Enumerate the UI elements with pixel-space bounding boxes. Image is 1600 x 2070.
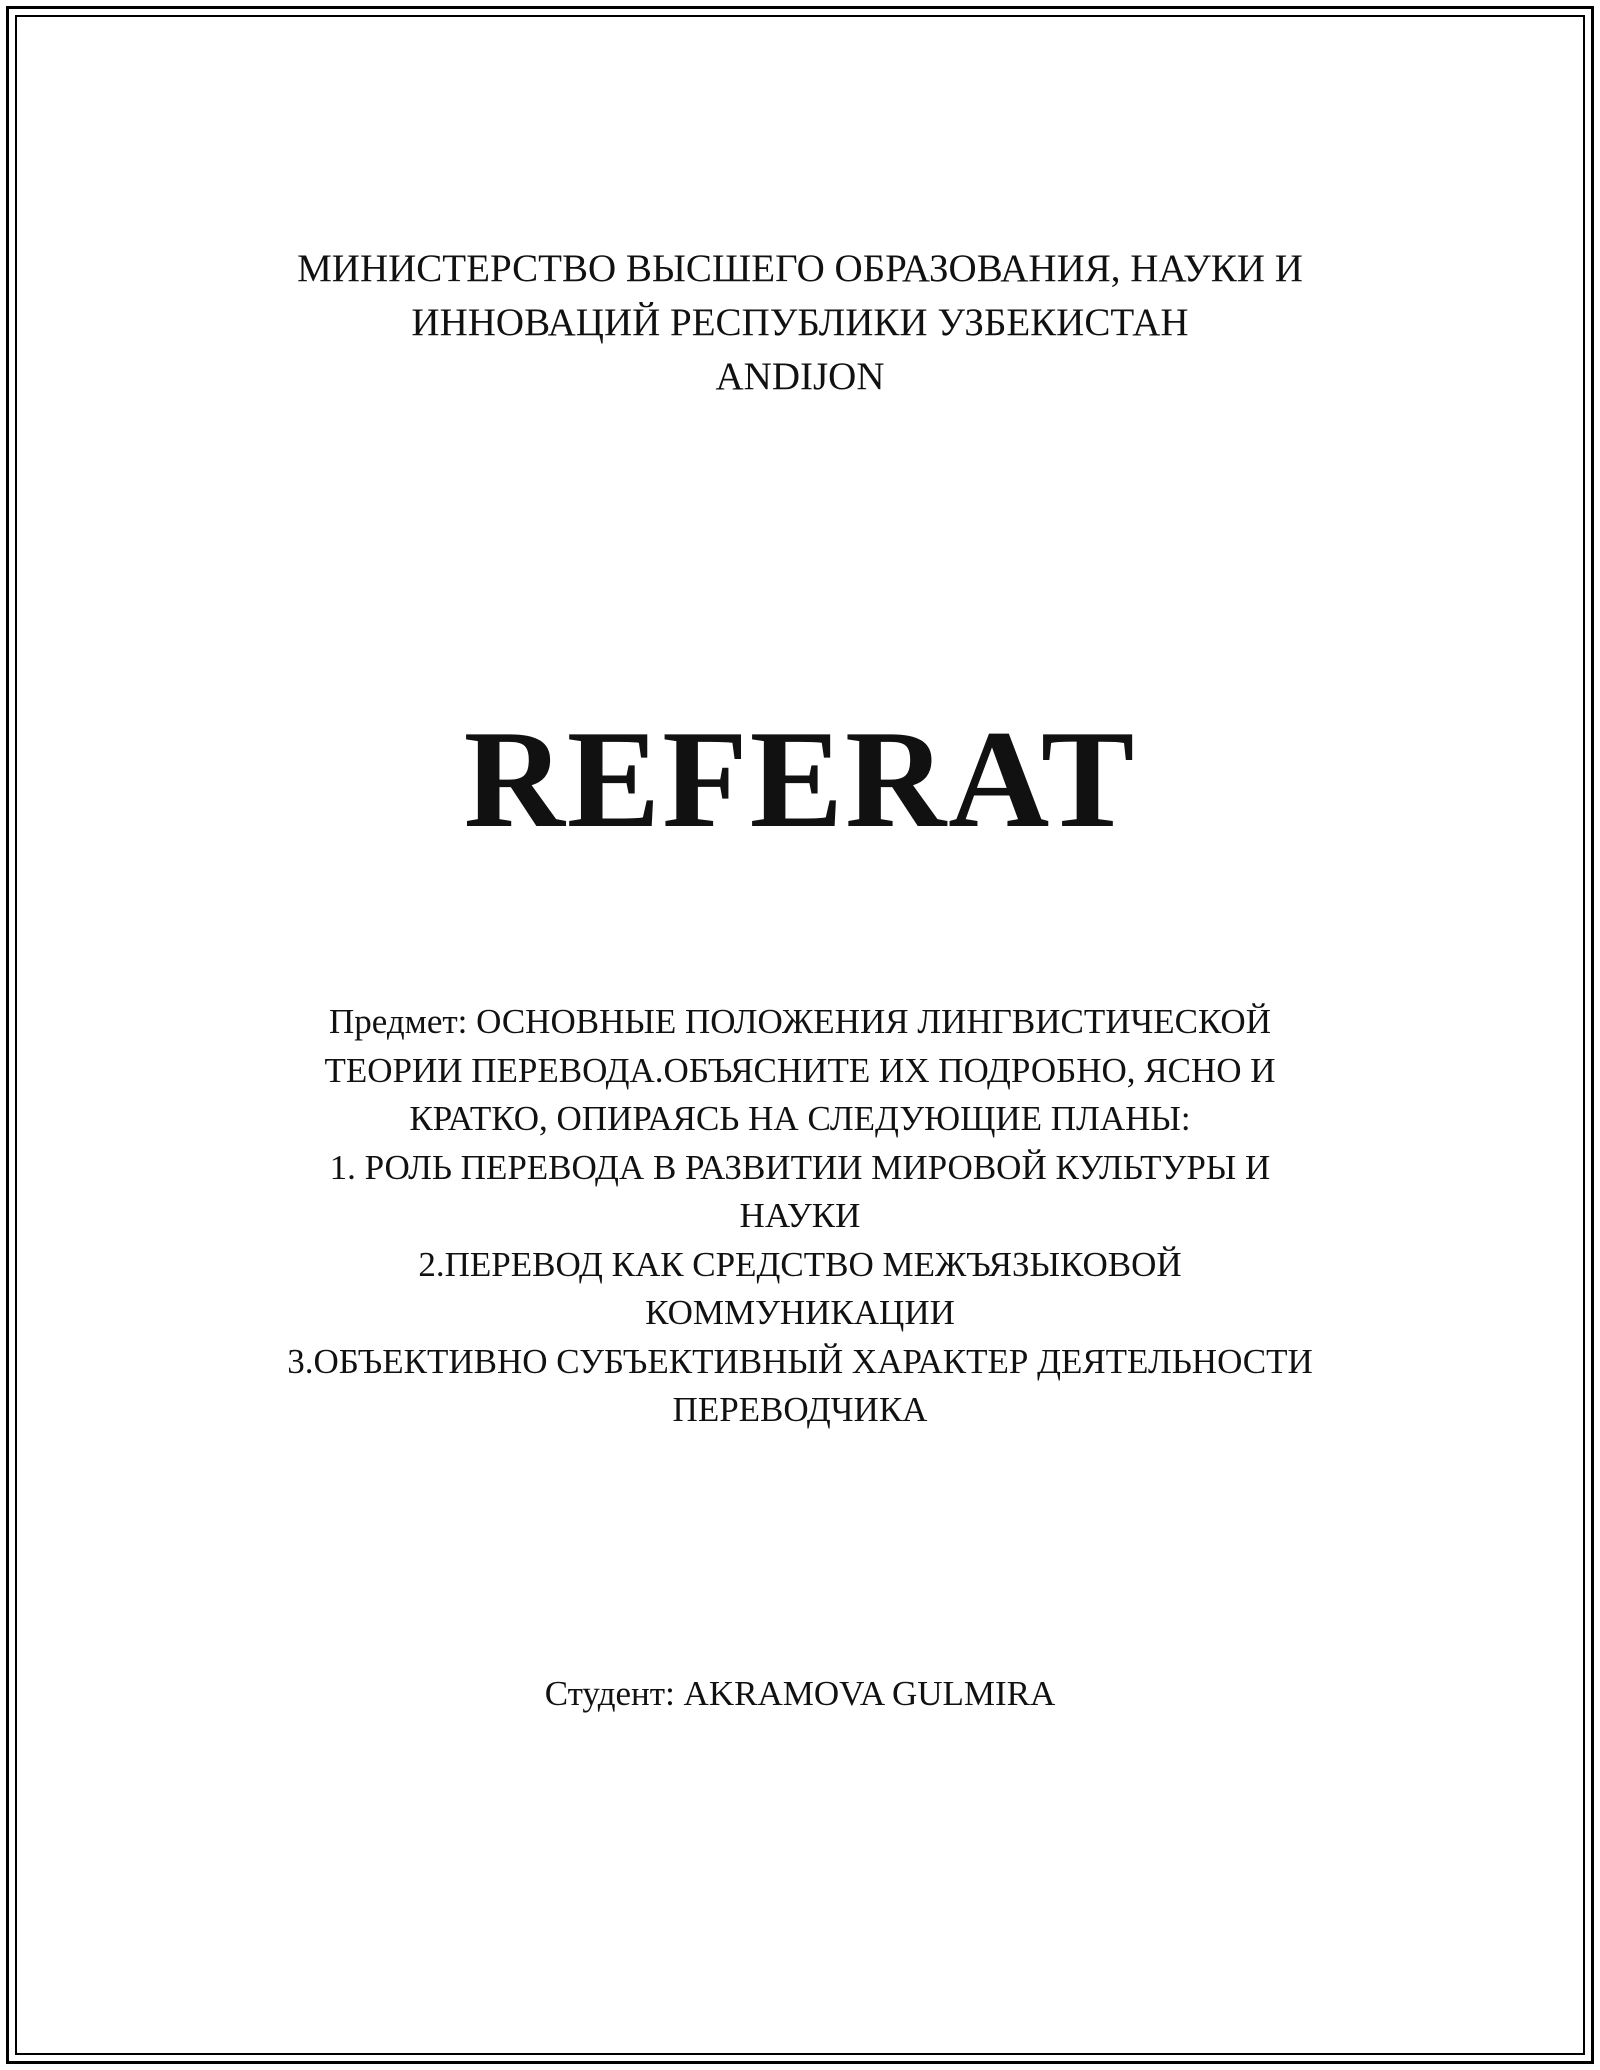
document-title: REFERAT: [463, 702, 1137, 857]
plan-item-2-cont: КОММУНИКАЦИИ: [645, 1293, 955, 1332]
ministry-line-1: МИНИСТЕРСТВО ВЫСШЕГО ОБРАЗОВАНИЯ, НАУКИ И: [297, 247, 1303, 290]
plan-item-1: 1. РОЛЬ ПЕРЕВОДА В РАЗВИТИИ МИРОВОЙ КУЛЬТУРЫ И: [329, 1147, 1271, 1187]
plan-item-2: 2.ПЕРЕВОД КАК СРЕДСТВО МЕЖЪЯЗЫКОВОЙ: [418, 1244, 1182, 1284]
city-line: ANDIJON: [715, 355, 885, 398]
subject-line: Предмет: ОСНОВНЫЕ ПОЛОЖЕНИЯ ЛИНГВИСТИЧЕСКОЙ: [329, 1002, 1271, 1041]
subject-line: ТЕОРИИ ПЕРЕВОДА.ОБЪЯСНИТЕ ИХ ПОДРОБНО, ЯСНО И: [324, 1050, 1276, 1090]
student-name: Студент: AKRAMOVA GULMIRA: [544, 1674, 1056, 1713]
ministry-line-2: ИННОВАЦИЙ РЕСПУБЛИКИ УЗБЕКИСТАН: [411, 301, 1189, 344]
plan-item-1-cont: НАУКИ: [739, 1196, 861, 1235]
plan-item-3-cont: ПЕРЕВОДЧИКА: [672, 1390, 928, 1429]
subject-line: КРАТКО, ОПИРАЯСЬ НА СЛЕДУЮЩИЕ ПЛАНЫ:: [409, 1099, 1191, 1138]
ministry-header: [0, 242, 1600, 404]
subject-block: [0, 998, 1600, 1435]
plan-item-3: 3.ОБЪЕКТИВНО СУБЪЕКТИВНЫЙ ХАРАКТЕР ДЕЯТЕЛЬНОСТИ: [287, 1341, 1313, 1381]
